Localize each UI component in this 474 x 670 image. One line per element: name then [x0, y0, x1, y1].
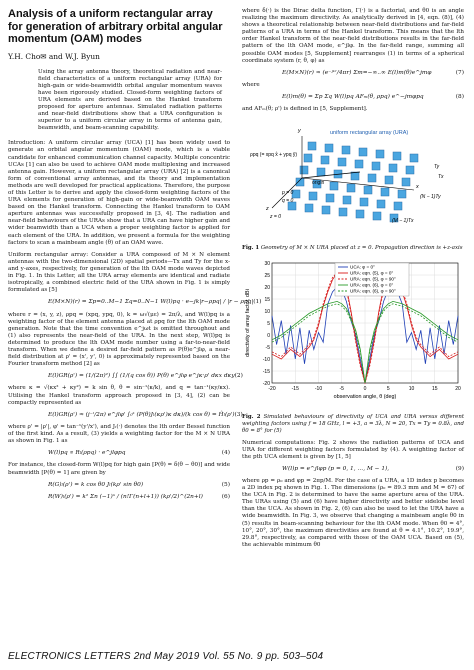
ura-element [406, 166, 414, 174]
paragraph-after-eq3: where ρ' = |ρ'|, φ' = tan⁻¹(y'/x'), and Jₗ(·) denotes the lth order Bessel function of the first kind. As a result, (3) yields a weighting factor for the M × N URA as shown in Fig. 1 as [8, 423, 230, 445]
x-tick-label: 20 [455, 386, 461, 393]
ura-element [360, 198, 368, 206]
y-tick-label: 0 [267, 332, 270, 339]
paragraph-after-eq1: where r = (x, y, z), ρpq = (xpq, ypq, 0), k = ω√(με) = 2π/λ, and W(l)pq is a weighting factor of the element antenna placed at ρpq for the lth OAM mode generation. Note that the time convention e^jωt is omitted throughout and (1) also represents the near-field of the URA. In the next step, W(l)pq is determined to produce the lth OAM mode number using a far-to-near-field transform. When we define a desired far-field pattern as P(θ)e^jlφ, a near-field distribution at ρ' = (x', y', 0) is approximately represented based on the Fourier transform method [2] as [8, 311, 230, 368]
y-tick-label: 15 [264, 296, 270, 303]
ura-element [356, 210, 364, 218]
ura-element [373, 212, 381, 220]
fig1-p0-label: p = 0 [282, 190, 294, 197]
legend-entry: URA: eqn. (5), φ = 90° [350, 276, 396, 282]
paper-abstract: Using the array antenna theory, theoretical radiation and near-field characteristics of a uniform rectangular array (URA) for high-gain or wide-beamwidth orbital angular momentum waves have been rigorously studied. Closed-form weighting factors of URA elements are derived based on the Hankel transform proposed for aperture antennas. Simulated radiation patterns and near-field distributions show that a URA configuration is superior to a uniform circular array in terms of antenna gain, beamwidth, and beam-scanning capability. [38, 68, 222, 132]
y-tick-label: -15 [262, 368, 270, 375]
y-tick-label: -5 [265, 344, 270, 351]
ura-element [296, 178, 304, 186]
fig1-rho-label: ρpq (= xpq x̂ + ypq ŷ) [250, 152, 298, 159]
x-axis-label: observation angle, θ (deg) [333, 394, 397, 401]
equation-6-body: R(W)ₗ(ρ') = k² Σn (−1)ⁿ / (n!Γ(n+l+1)) (kρ'/2)^(2n+l) [48, 493, 203, 500]
equation-8-number: (8) [455, 94, 464, 101]
figure-2-caption-label: Fig. 2 [242, 414, 261, 421]
ura-element [343, 196, 351, 204]
equation-4-body: W(l)pq ∝ Rₗ(ρpq) · e^jlφpq [48, 450, 126, 457]
legend-entry: URA: eqn. (5), φ = 0° [350, 270, 394, 276]
ura-element [317, 168, 325, 176]
equation-9-number: (9) [455, 465, 464, 472]
ura-element [402, 178, 410, 186]
ura-element [342, 146, 350, 154]
ura-element [355, 160, 363, 168]
where-label: where [242, 81, 260, 88]
equation-3 [8, 411, 243, 419]
equation-7-number: (7) [455, 69, 464, 76]
ura-element [326, 194, 334, 202]
ura-element [385, 176, 393, 184]
equation-3-number: (3) [234, 411, 243, 418]
ura-element [322, 206, 330, 214]
equation-9 [242, 466, 464, 473]
fig1-prop-label: z [266, 206, 269, 213]
right-top-paragraph: where δ(·) is the Dirac delta function, Γ(·) is a factorial, and θ0 is an angle realizing the maximum directivity. As analytically derived in [4, eqn. (8)], (4) shows a theoretical relationship between near-field distributions and far-field patterns of a URA in terms of the Hankel transform. This means that the lth order Hankel transform of the near-field distributions results in the far-field pattern of the lth OAM mode, e^jlφ. In the far-field range, summing all possible OAM modes [5, Supplement] rearranges (1) in terms of a spherical coordinate system (r, θ, φ) as [242, 8, 464, 64]
figure-2-caption [242, 414, 464, 434]
x-tick-label: -10 [314, 386, 323, 393]
ura-element [321, 156, 329, 164]
equation-1-number: (1) [253, 299, 262, 306]
ura-element [309, 192, 317, 200]
ura-element [305, 204, 313, 212]
equation-1-body: E(M×N)(r) = Σp=0..M−1 Σq=0..N−1 W(l)pq · e−jk|r−ρpq| / |r − ρpq| [48, 299, 254, 306]
equation-2-number: (2) [234, 373, 243, 380]
ura-element [364, 186, 372, 194]
equation-4 [8, 450, 230, 457]
fig1-z-label: z = 0 [270, 214, 281, 221]
legend-entry: URA: eqn. (6), φ = 90° [350, 288, 396, 294]
directivity-chart [242, 257, 464, 407]
ura-element [308, 142, 316, 150]
ura-element [368, 174, 376, 182]
x-tick-label: -20 [268, 386, 276, 393]
legend-entry: URA: eqn. (6), φ = 0° [350, 282, 394, 288]
paragraph-after-eq9: where ρp = ρ₀ and φp = 2πp/M. For the case of a URA, a 1D index p becomes a 2D index pq shown in Fig. 1. The dimensions (ρ₀ = 89.3 mm and M = 67) of the UCA in Fig. 2 is determined to have the same aperture area of the URA. The URAs using (5) and (6) have higher directivity and better sidelobe level than the UCA. As shown in Fig. 2, (6) can also be used to let the URA have a wide beamwidth. In Fig. 3, we observe that changing a mainbeam angle θ0 in (5) results in beam-scanning behaviour for the lth OAM mode. When θ0 = 4°, 10°, 20°, 30°, the maximum directivities are found at θ = 4.1°, 10.2°, 19.9°, 29.8°, respectively, as compared with those of the OAM UCA. Based on (5), the achievable minimum θ0 [242, 478, 464, 548]
figure-2 [242, 257, 464, 411]
ura-element [389, 164, 397, 172]
ura-element [304, 154, 312, 162]
y-tick-label: 10 [264, 308, 270, 315]
ura-element [394, 202, 402, 210]
y-tick-label: 5 [267, 320, 270, 327]
figure-1-caption-text: Geometry of M × N URA placed at z = 0. Propagation direction is +z-axis [259, 245, 463, 252]
equation-8 [242, 94, 464, 101]
equation-6 [8, 494, 230, 501]
figure-1 [242, 118, 464, 242]
x-tick-label: 10 [408, 386, 415, 393]
ura-element [347, 184, 355, 192]
equation-5-body: R(G)ₗ(ρ') = k cos θ0 Jₗ(kρ' sin θ0) [48, 481, 144, 488]
ura-element [338, 158, 346, 166]
paragraph-after-eq4: For instance, the closed-form W(l)pq for high gain [P(θ) = δ(θ − θ0)] and wide beamwidth [P(θ) = 1] are given by [8, 462, 231, 476]
ura-element [376, 150, 384, 158]
equation-5-number: (5) [221, 481, 230, 488]
equation-5 [8, 482, 230, 489]
journal-footer: ELECTRONICS LETTERS 2nd May 2019 Vol. 55 No. 9 pp. 503–504 [8, 651, 324, 662]
ura-element [300, 166, 308, 174]
figure-1-caption-label: Fig. 1 [242, 245, 260, 252]
ura-element [398, 190, 406, 198]
paper-authors: Y.H. Cho✉ and W.J. Byun [8, 51, 100, 61]
equation-7-body: E(M×N)(r) ≈ (e⁻ʲᵏʳ/4πr) Σm=−∞..∞ E(l)m(θ)e^jmφ [282, 69, 432, 76]
ura-element [372, 162, 380, 170]
figure-1-diagram [242, 118, 464, 238]
numerical-paragraph: Numerical computations: Fig. 2 shows the radiation patterns of UCA and URA for different weighting factors formulated by (4). A weighting factor of the pth UCA element is given by [1, 5] [242, 439, 464, 460]
equation-2 [8, 373, 243, 380]
fig1-cols-label: (N − 1)Ty [420, 194, 441, 201]
fig1-ty-label: Ty [434, 164, 440, 171]
ura-element [339, 208, 347, 216]
fig1-y-axis-label: y [298, 128, 301, 135]
intro-paragraph: Introduction: A uniform circular array (UCA) [1] has been widely used to generate an orbital angular momentum (OAM) mode, which is a viable candidate for enhanced communication channel capacity. Multiple concentric UCAs [1] can also be used to achieve OAM mode multiplexing and increased antenna gain. However, a uniform rectangular array (URA) [2] is a canonical form of conventional array antennas, and its theory and implementation methods are well developed for practical applications. Therefore, the purpose of this Letter is to derive and apply the closed-form weighting factors of the URA elements for generation of high-gain or wide-beamwidth OAM waves based on the Hankel transform. Connecting the Hankel transform to OAM aperture antennas was successfully proposed in [3, 4]. The radiation and near-field behaviours of the URAs show that a URA can have higher gain and wider beamwidth than a UCA when a proper weighting factor is applied for each element of the URA. In addition, we present a formula for the weighting factors to scan a mainbeam angle (θ) of an OAM wave. [8, 140, 230, 246]
ura-element [410, 154, 418, 162]
x-tick-label: 0 [363, 386, 367, 393]
right-column [242, 8, 464, 554]
fig1-title-label: uniform rectangular array (URA) [330, 130, 409, 137]
ura-element [330, 182, 338, 190]
y-axis-label: directivity of array factor, dBi [245, 289, 251, 357]
paragraph-after-eq2: where κ = √(κx² + κy²) = k sin θ, θ = sin⁻¹(κ/k), and q = tan⁻¹(κy/κx). Utilising the Hankel transform approach proposed in [3, 4], (2) can be compactly represented as [8, 385, 230, 406]
equation-9-body: W(l)p = e^jlφp (p = 0, 1, …, M − 1), [282, 465, 390, 472]
legend-entry: UCA: φ = 0° [350, 264, 375, 270]
figure-1-caption [242, 245, 464, 252]
x-tick-label: 5 [386, 386, 390, 393]
ura-paragraph: Uniform rectangular array: Consider a URA composed of M × N element antennas with the two-dimensional (2D) spatial periods—Tx and Ty for the x- and y-axes, respectively, for generation of the lth OAM mode waves depicted in Fig. 1. In this Letter, all the URA array elements are identical and radiate isotropically, a combined electric field of the URA shown in Fig. 1 is simply formulated as [5] [8, 251, 230, 294]
figure-2-caption-text: Simulated behaviours of directivity of UCA and URA versus different weighting factors using f = 18 GHz, l = +3, a = 3λ, N = 20, Tx = Ty = 0.8λ, and θ0 = 8° for (5) [242, 414, 465, 434]
ura-element [381, 188, 389, 196]
x-tick-label: -5 [339, 386, 344, 393]
equation-4-number: (4) [221, 450, 230, 457]
ura-element [351, 172, 359, 180]
ura-element [377, 200, 385, 208]
equation-1 [8, 299, 262, 306]
fig1-tx-label: Tx [438, 174, 444, 181]
ura-element-grid [288, 142, 418, 225]
equation-3-body: E(l)GR(ρ') ≈ (j⁻ˡ/2π) e^jlφ' ∫₀ᵏ (P(θ)Jₗ(κρ')κ dκ)/(k cos θ) = Ĥₗ(ρ') [48, 411, 235, 418]
y-tick-label: 20 [264, 284, 270, 291]
equation-6-number: (6) [221, 493, 230, 500]
fig1-q0-label: q = 0 [282, 198, 294, 205]
fig1-origin-label: origin [312, 180, 325, 187]
paper-title: Analysis of a uniform rectangular array for generation of arbitrary orbital angular momentum (OAM) modes [8, 8, 223, 45]
x-tick-label: 15 [431, 386, 438, 393]
ura-element [393, 152, 401, 160]
y-tick-label: -20 [262, 380, 270, 387]
y-tick-label: -10 [262, 356, 270, 363]
equation-7 [242, 70, 464, 77]
y-tick-label: 30 [264, 260, 270, 267]
fig1-x-axis-label: x [416, 184, 419, 191]
paragraph-after-eq8: and AFₘ(θ; ρ') is defined in [5, Supplement]. [242, 106, 368, 113]
equation-2-body: E(l)GR(ρ') = (1/(2π)²) ∫∫ (1/(q cos θ)) P(θ) e^jlφ e^jκ·ρ' dκx dκy [48, 373, 235, 380]
x-tick-label: -15 [291, 386, 299, 393]
y-tick-label: 25 [264, 272, 270, 279]
ura-element [359, 148, 367, 156]
equation-8-body: E(l)m(θ) = Σp Σq W(l)pq AFₘ(θ, ρpq) e^−jmφpq [282, 94, 424, 101]
ura-element [325, 144, 333, 152]
fig1-rows-label: (M − 1)Tx [392, 218, 414, 225]
